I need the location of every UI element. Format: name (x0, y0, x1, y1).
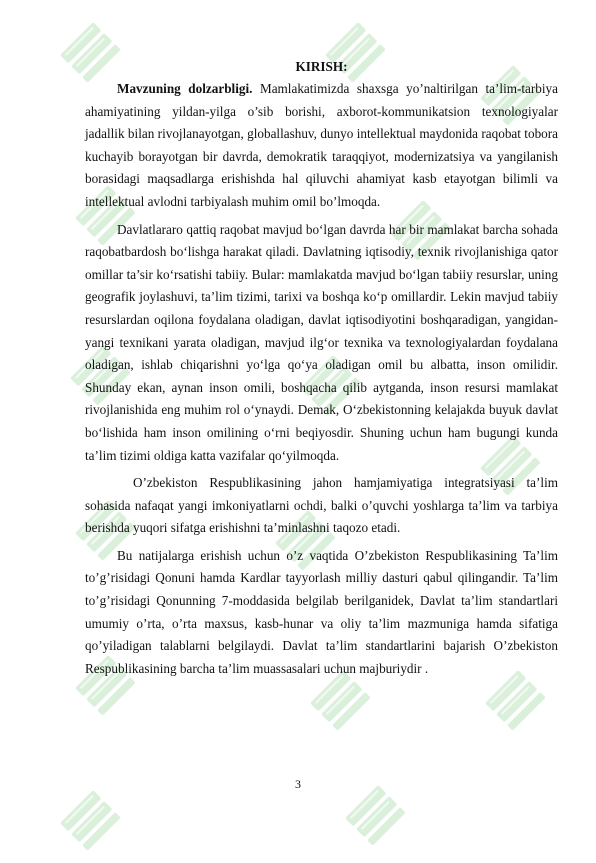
intro-lead: Mavzuning dolzarbligi. (117, 81, 253, 96)
section-title: KIRISH: (295, 59, 348, 74)
body-paragraph-1: Davlatlararo qattiq raqobat mavjud bo‘lgan davrda har bir mamlakat barcha sohada raqobatbardosh bo‘lishga harakat qiladi. Davlatning iqtisodiy, texnik rivojlanishiga qator omillar ta’sir ko‘rsatishi tabiiy. Bular: mamlakatda mavjud bo‘lgan tabiiy resurslar, uning geografik joylashuvi, ta’lim tizimi, tarixi va boshqa ko‘p omillardir. Lekin mavjud tabiiy resurslardan oqilona foydalana oladigan, davlat iqtisodiyotini boshqaradigan, yangidan-yangi texnikani yarata oladigan, mavjud ilg‘or texnika va texnologiyalardan foydalana oladigan, ishlab chiqarishni yo‘lga qo‘ya oladigan omil bu albatta, inson omilidir. Shunday ekan, aynan inson omili, boshqacha qilib aytganda, inson resursi mamlakat rivojlanishida eng muhim rol o‘ynaydi. Demak, O‘zbekistonning kelajakda buyuk davlat bo‘lishida ham inson omilining o‘rni beqiyosdir. Shuning uchun ham bugungi kunda ta’lim tizimi oldiga katta vazifalar qo‘yilmoqda. (85, 221, 558, 463)
intro-paragraph (85, 78, 558, 214)
page-content (85, 56, 558, 680)
page-number: 3 (295, 777, 301, 791)
body-paragraph-2: O’zbekiston Respublikasining jahon hamjamiyatiga integratsiyasi ta’lim sohasida nafaqat yangi imkoniyatlarni ochdi, balki o’quvchi yoshlarga ta’lim va tarbiya berishda yuqori sifatga erishishni ta’minlashni taqozo etadi. (85, 475, 558, 536)
body-paragraph-3: Bu natijalarga erishish uchun o’z vaqtida O’zbekiston Respublikasining Ta’lim to’g’risidagi Qonuni hamda Kardlar tayyorlash milliy dasturi qabul qilingandir. Ta’lim to’g’risidagi Qonunning 7-moddasida belgilab berilganidek, Davlat ta’lim standartlari umumiy o’rta, o’rta maxsus, kasb-hunar va oliy ta’lim mazmuniga hamda sifatiga qo’yiladigan talablarni belgilaydi. Davlat ta’lim standartlarini bajarish O’zbekiston Respublikasining barcha ta’lim muassasalari uchun majburiydir . (85, 547, 558, 676)
intro-text: Mamlakatimizda shaxsga yo’naltirilgan ta’lim-tarbiya ahamiyatining yildan-yilga o’sib borishi, axborot-kommunikatsion texnologiyalar jadallik bilan rivojlanayotgan, globallashuv, dunyo intellektual maydonida raqobat tobora kuchayib borayotgan bir davrda, demokratik taraqqiyot, modernizatsiya va yangilanish borasidagi maqsadlarga erishishda hal qiluvchi ahamiyat kasb etayotgan bilimli va intellektual avlodni tarbiyalash muhim omil bo’lmoqda. (85, 81, 559, 209)
